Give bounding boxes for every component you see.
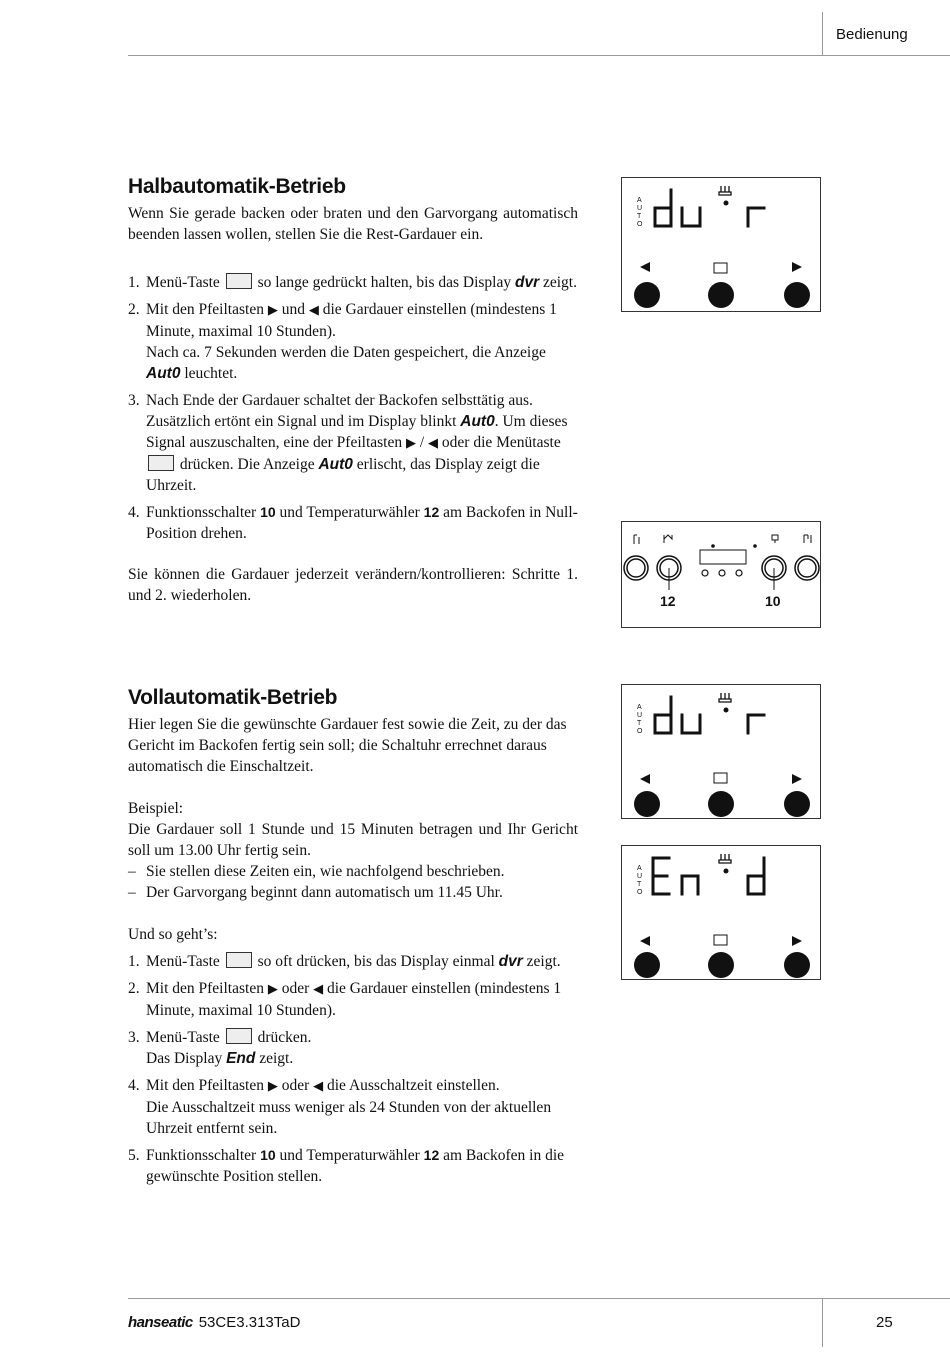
svg-text:U: U xyxy=(637,712,643,719)
header-rule xyxy=(128,55,950,56)
menu-button xyxy=(708,952,734,978)
arrow-right-icon xyxy=(792,936,802,946)
intro-paragraph: Hier legen Sie die gewünschte Gardauer fest sowie die Zeit, zu der das Gericht im Backofen fertig sein soll; die Schaltuhr errechnet daraus automatisch die Einschaltzeit. xyxy=(128,716,567,775)
pot-icon xyxy=(719,186,731,195)
brand-logo: hanseatic xyxy=(128,1314,193,1331)
example-text: Die Gardauer soll 1 Stunde und 15 Minuten betragen und Ihr Gericht soll um 13.00 Uhr fertig sein. xyxy=(128,821,578,859)
list-item: 4. Mit den Pfeiltasten ▶ oder ◀ die Ausschaltzeit einstellen. Die Ausschaltzeit muss weniger als 24 Stunden von der aktuellen Uhrzeit entfernt sein. xyxy=(128,1077,552,1137)
svg-text:A: A xyxy=(637,197,642,204)
left-button xyxy=(634,791,660,817)
timer-display-dvr xyxy=(621,684,821,819)
section-halbautomatik xyxy=(128,175,578,606)
section-title: Vollautomatik-Betrieb xyxy=(128,686,338,709)
arrow-right-icon: ▶ xyxy=(267,1079,278,1094)
pot-icon xyxy=(719,854,731,863)
oven-display xyxy=(700,550,746,564)
timer-panel-illustration xyxy=(622,846,822,981)
right-button xyxy=(784,952,810,978)
arrow-left-icon xyxy=(640,936,650,946)
arrow-left-icon xyxy=(640,774,650,784)
steps-list xyxy=(128,951,578,1187)
svg-text:T: T xyxy=(637,881,642,888)
footer-divider xyxy=(822,1299,823,1347)
section-title: Halbautomatik-Betrieb xyxy=(128,175,346,198)
list-item: 2. Mit den Pfeiltasten ▶ und ◀ die Gardauer einstellen (mindestens 1 Minute, maximal 10 Stunden). Nach ca. 7 Sekunden werden die Daten gespeichert, die Anzeige Aut0 leuchtet. xyxy=(128,301,557,382)
svg-text:T: T xyxy=(637,213,642,220)
arrow-right-icon: ▶ xyxy=(405,436,416,451)
list-item: 3. Nach Ende der Gardauer schaltet der Backofen selbsttätig aus. Zusätzlich ertönt ein Signal und im Display blinkt Aut0. Um dieses Signal auszuschalten, eine der Pfeiltasten ▶ / ◀ oder die Menütaste drücken. Die Anzeige Aut0 erlischt, das Display zeigt die Uhrzeit. xyxy=(128,392,568,494)
arrow-right-icon: ▶ xyxy=(267,303,278,318)
list-item: 1. Menü-Taste so oft drücken, bis das Display einmal dvr zeigt. xyxy=(128,953,561,970)
subheading: Und so geht’s: xyxy=(128,926,218,943)
heat-icon xyxy=(634,535,639,544)
arrow-right-icon xyxy=(792,774,802,784)
arrow-right-icon xyxy=(792,262,802,272)
grill-icon xyxy=(804,535,811,543)
section-label: Bedienung xyxy=(836,26,908,43)
model-number: 53CE3.313TaD xyxy=(198,1314,301,1331)
list-item: 3. Menü-Taste drücken. Das Display End zeigt. xyxy=(128,1029,312,1067)
arrow-left-icon: ◀ xyxy=(308,303,319,318)
arrow-left-icon: ◀ xyxy=(313,1079,324,1094)
svg-text:O: O xyxy=(637,728,643,735)
list-item: – Sie stellen diese Zeiten ein, wie nachfolgend beschrieben. xyxy=(128,863,505,880)
arrow-left-icon: ◀ xyxy=(428,436,439,451)
footer-rule xyxy=(128,1298,950,1299)
label-10: 10 xyxy=(765,593,781,609)
arrow-left-icon: ◀ xyxy=(313,982,324,997)
example-label: Beispiel: xyxy=(128,800,184,817)
list-item: 1. Menü-Taste so lange gedrückt halten, bis das Display dvr zeigt. xyxy=(128,274,577,291)
menu-button xyxy=(708,791,734,817)
label-12: 12 xyxy=(660,593,676,609)
fan-icon xyxy=(664,535,672,543)
menu-key-icon xyxy=(226,1028,252,1044)
menu-key-icon xyxy=(714,935,727,945)
left-button xyxy=(634,952,660,978)
timer-panel-illustration xyxy=(622,685,822,820)
svg-text:A: A xyxy=(637,865,642,872)
list-item: – Der Garvorgang beginnt dann automatisch um 11.45 Uhr. xyxy=(128,884,503,901)
timer-panel-illustration xyxy=(622,178,822,313)
svg-text:O: O xyxy=(637,889,643,896)
menu-key-icon xyxy=(226,273,252,289)
svg-text:T: T xyxy=(637,720,642,727)
arrow-right-icon: ▶ xyxy=(267,982,278,997)
menu-key-icon xyxy=(714,263,727,273)
intro-paragraph: Wenn Sie gerade backen oder braten und den Garvorgang automatisch beenden lassen wollen, stellen Sie die Rest-Gardauer ein. xyxy=(128,205,578,243)
menu-key-icon xyxy=(714,773,727,783)
menu-button xyxy=(708,282,734,308)
oven-control-panel xyxy=(621,521,821,628)
svg-text:U: U xyxy=(637,205,643,212)
page-number: 25 xyxy=(876,1314,893,1331)
pot-icon xyxy=(719,693,731,702)
left-button xyxy=(634,282,660,308)
menu-key-icon xyxy=(148,455,174,471)
steps-list xyxy=(128,272,578,544)
svg-text:O: O xyxy=(637,221,643,228)
header-divider xyxy=(822,12,823,55)
footer-brand xyxy=(128,1314,300,1331)
list-item: 5. Funktionsschalter 10 und Temperaturwähler 12 am Backofen in die gewünschte Position stellen. xyxy=(128,1147,565,1185)
svg-text:U: U xyxy=(637,873,643,880)
outro-paragraph: Sie können die Gardauer jederzeit verändern/kontrollieren: Schritte 1. und 2. wiederholen. xyxy=(128,566,578,604)
svg-text:A: A xyxy=(637,704,642,711)
list-item: 4. Funktionsschalter 10 und Temperaturwähler 12 am Backofen in Null-Position drehen. xyxy=(128,504,578,542)
timer-display-dvr xyxy=(621,177,821,312)
clock-icon xyxy=(772,535,778,543)
list-item: 2. Mit den Pfeiltasten ▶ oder ◀ die Gardauer einstellen (mindestens 1 Minute, maximal 10 Stunden). xyxy=(128,980,562,1019)
menu-key-icon xyxy=(226,952,252,968)
right-button xyxy=(784,791,810,817)
oven-panel-illustration xyxy=(622,522,822,629)
timer-display-end xyxy=(621,845,821,980)
arrow-left-icon xyxy=(640,262,650,272)
section-vollautomatik xyxy=(128,686,578,1193)
right-button xyxy=(784,282,810,308)
